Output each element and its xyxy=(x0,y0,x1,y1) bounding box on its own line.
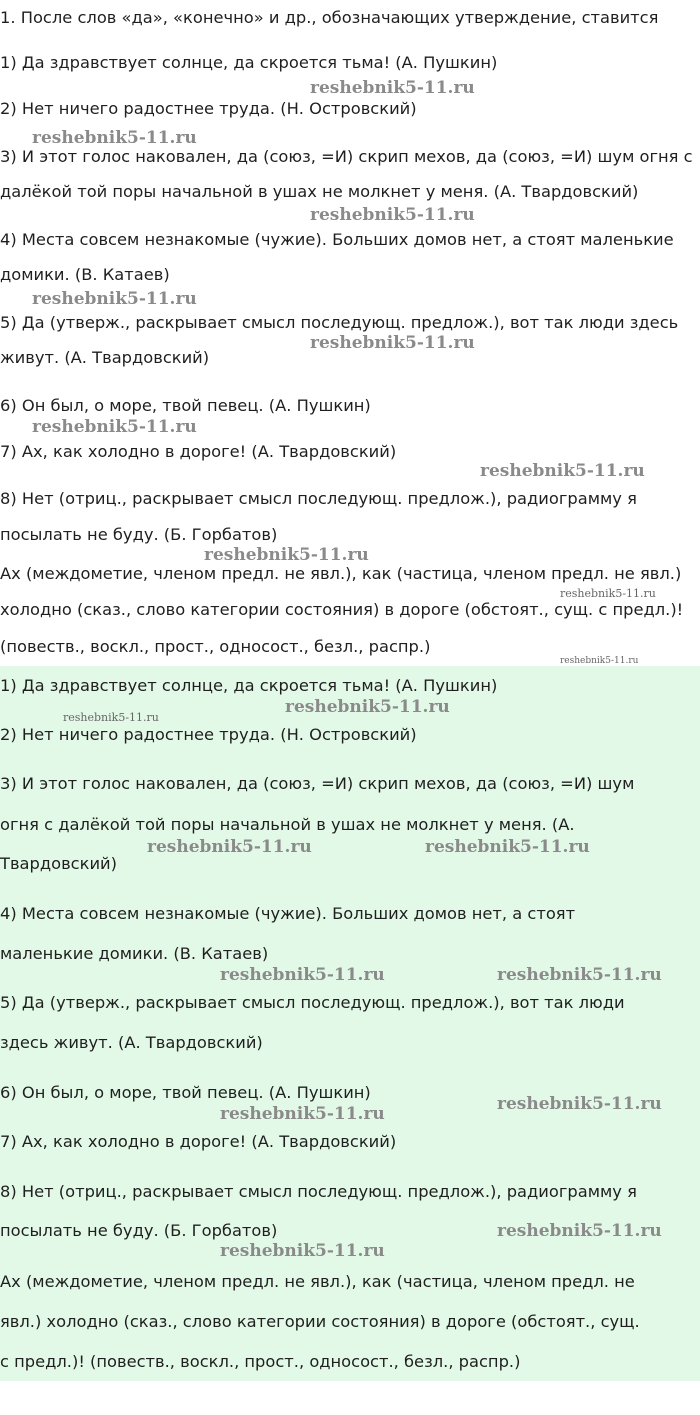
watermark: reshebnik5-11.ru xyxy=(560,587,656,600)
text-line: 3) И этот голос наковален, да (союз, =И) скрип мехов, да (союз, =И) шум xyxy=(0,774,635,793)
text-line: 8) Нет (отриц., раскрывает смысл последующ. предлож.), радиограмму я xyxy=(0,1182,637,1201)
text-line: посылать не буду. (Б. Горбатов) xyxy=(0,525,278,544)
text-line: с предл.)! (повеств., воскл., прост., односост., безл., распр.) xyxy=(0,1352,521,1371)
text-line: 2) Нет ничего радостнее труда. (Н. Островский) xyxy=(0,99,417,118)
watermark: reshebnik5-11.ru xyxy=(63,711,159,724)
text-line: живут. (А. Твардовский) xyxy=(0,348,210,367)
text-line: Твардовский) xyxy=(0,854,117,873)
text-line: 1) Да здравствует солнце, да скроется тьма! (А. Пушкин) xyxy=(0,676,498,695)
text-line: Ах (междометие, членом предл. не явл.), как (частица, членом предл. не явл.) xyxy=(0,564,682,583)
text-line: 5) Да (утверж., раскрывает смысл последующ. предлож.), вот так люди здесь xyxy=(0,313,679,332)
text-line: 5) Да (утверж., раскрывает смысл последующ. предлож.), вот так люди xyxy=(0,993,625,1012)
text-line: 8) Нет (отриц., раскрывает смысл последующ. предлож.), радиограмму я xyxy=(0,489,637,508)
heading: 1. После слов «да», «конечно» и др., обозначающих утверждение, ставится xyxy=(0,8,659,27)
text-line: маленькие домики. (В. Катаев) xyxy=(0,944,269,963)
watermark: reshebnik5-11.ru xyxy=(310,333,475,353)
text-line: 6) Он был, о море, твой певец. (А. Пушкин) xyxy=(0,1083,371,1102)
text-line: 4) Места совсем незнакомые (чужие). Больших домов нет, а стоят xyxy=(0,904,576,923)
text-line: 6) Он был, о море, твой певец. (А. Пушкин) xyxy=(0,396,371,415)
watermark: reshebnik5-11.ru xyxy=(425,837,590,857)
watermark: reshebnik5-11.ru xyxy=(32,128,197,148)
text-line: 1) Да здравствует солнце, да скроется тьма! (А. Пушкин) xyxy=(0,53,498,72)
text-line: 4) Места совсем незнакомые (чужие). Больших домов нет, а стоят маленькие xyxy=(0,230,674,249)
watermark: reshebnik5-11.ru xyxy=(220,965,385,985)
text-line: посылать не буду. (Б. Горбатов) xyxy=(0,1221,278,1240)
text-line: Ах (междометие, членом предл. не явл.), как (частица, членом предл. не xyxy=(0,1272,635,1291)
text-line: здесь живут. (А. Твардовский) xyxy=(0,1033,263,1052)
watermark: reshebnik5-11.ru xyxy=(310,78,475,98)
watermark: reshebnik5-11.ru xyxy=(560,656,639,666)
text-line: (повеств., воскл., прост., односост., безл., распр.) xyxy=(0,637,431,656)
watermark: reshebnik5-11.ru xyxy=(220,1241,385,1261)
text-line: 7) Ах, как холодно в дороге! (А. Твардовский) xyxy=(0,442,397,461)
watermark: reshebnik5-11.ru xyxy=(204,545,369,565)
watermark: reshebnik5-11.ru xyxy=(480,461,645,481)
watermark: reshebnik5-11.ru xyxy=(220,1104,385,1124)
watermark: reshebnik5-11.ru xyxy=(497,1094,662,1114)
text-line: 3) И этот голос наковален, да (союз, =И) скрип мехов, да (союз, =И) шум огня с xyxy=(0,147,693,166)
watermark: reshebnik5-11.ru xyxy=(497,1221,662,1241)
text-line: явл.) холодно (сказ., слово категории состояния) в дороге (обстоят., сущ. xyxy=(0,1312,640,1331)
watermark: reshebnik5-11.ru xyxy=(32,289,197,309)
watermark: reshebnik5-11.ru xyxy=(147,837,312,857)
text-line: огня с далёкой той поры начальной в ушах не молкнет у меня. (А. xyxy=(0,815,575,834)
watermark: reshebnik5-11.ru xyxy=(285,697,450,717)
watermark: reshebnik5-11.ru xyxy=(497,965,662,985)
text-line: 7) Ах, как холодно в дороге! (А. Твардовский) xyxy=(0,1132,397,1151)
watermark: reshebnik5-11.ru xyxy=(310,205,475,225)
text-line: далёкой той поры начальной в ушах не молкнет у меня. (А. Твардовский) xyxy=(0,182,639,201)
text-line: холодно (сказ., слово категории состояния) в дороге (обстоят., сущ. с предл.)! xyxy=(0,600,684,619)
text-line: 2) Нет ничего радостнее труда. (Н. Островский) xyxy=(0,725,417,744)
text-line: домики. (В. Катаев) xyxy=(0,265,170,284)
watermark: reshebnik5-11.ru xyxy=(32,417,197,437)
